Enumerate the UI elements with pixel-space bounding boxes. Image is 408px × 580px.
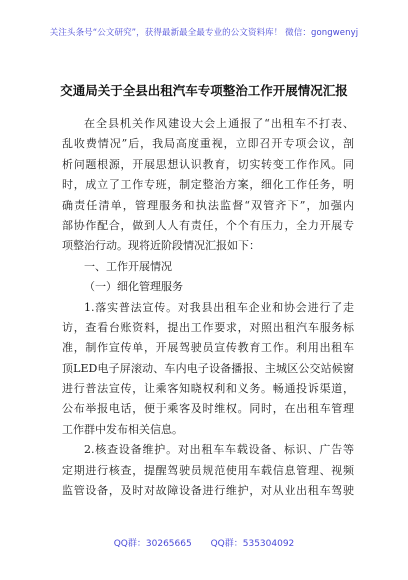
body-line: 项整治行动。现将近阶段情况汇报如下： (62, 239, 260, 253)
qq-group-2: QQ群：535304092 (210, 539, 295, 549)
body-line: 部协作配合，做到人人有责任，个个有压力，全力开展专 (62, 218, 354, 232)
body-line: 准，制作宣传单，开展驾驶员宣传教育工作。利用出租车 (62, 341, 354, 355)
body-line: 析问题根源，开展思想认识教育，切实转变工作作风。同 (62, 157, 354, 171)
section-heading: 一、工作开展情况 (84, 259, 172, 273)
body-line: 定期进行核查，提醒驾驶员规范使用车载信息管理、视频 (62, 463, 354, 477)
document-title: 交通局关于全县出租汽车专项整治工作开展情况汇报 (60, 83, 348, 98)
body-line: 2.核查设备维护。对出租车车载设备、标识、广告等 (84, 443, 354, 457)
body-line: 在全县机关作风建设大会上通报了“出租车不打表、 (84, 117, 354, 130)
qq-group-1: QQ群：30265665 (113, 539, 192, 549)
body-line: 确责任清单，管理服务和执法监督“双管齐下”，加强内 (62, 198, 354, 212)
body-line: 访，查看台账资料，提出工作要求，对照出租汽车服务标 (62, 320, 354, 334)
body-line: 顶LED电子屏滚动、车内电子设备播报、主城区公交站候窗 (62, 361, 354, 375)
body-line: 1.落实普法宣传。对我县出租车企业和协会进行了走 (84, 300, 354, 314)
subsection-heading: （一）细化管理服务 (84, 280, 183, 294)
body-line: 监管设备，及时对故障设备进行维护，对从业出租车驾驶 (62, 484, 354, 498)
body-line: 公布举报电话，便于乘客及时维权。同时，在出租车管理 (62, 402, 354, 416)
body-line: 进行普法宣传，让乘客知晓权利和义务。畅通投诉渠道， (62, 382, 354, 396)
body-line: 时，成立了工作专班，制定整治方案，细化工作任务，明 (62, 178, 354, 192)
body-line: 乱收费情况”后，我局高度重视，立即召开专项会议，剖 (62, 137, 354, 151)
header-note: 关注头条号“公文研究”，获得最新最全最专业的公文资料库！ 微信：gongwenyj (49, 28, 359, 38)
document-body (62, 114, 354, 501)
footer (0, 536, 408, 549)
body-line: 工作群中发布相关信息。 (62, 422, 183, 436)
